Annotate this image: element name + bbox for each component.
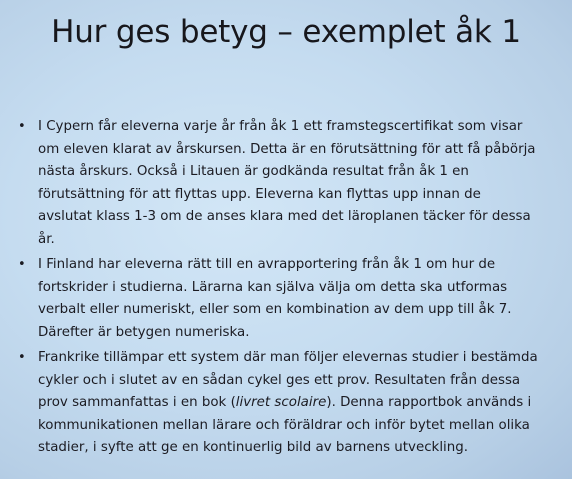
- bullet-list: [18, 116, 538, 463]
- bullet-text-after: ). Denna rapportbok används i kommunikationen mellan lärare och föräldrar och inför bytet mellan olika stadier, i syfte att ge en kontinuerlig bild av barnens utveckling.: [38, 395, 532, 455]
- bullet-marker: •: [18, 119, 26, 134]
- bullet-text-before: Frankrike tillämpar ett system där man följer elevernas studier i bestämda cykler och i slutet av en sådan cykel ges ett prov. Resultaten från dessa prov sammanfattas i en bok (: [38, 350, 538, 410]
- bullet-marker: •: [18, 257, 26, 272]
- bullet-text: I Cypern får eleverna varje år från åk 1 ett framstegscertifikat som visar om eleven klarat av årskursen. Detta är en förutsättning för att få påbörja nästa årskurs. Också i Litauen är godkända resultat från åk 1 en förutsättning för att flyttas upp. Eleverna kan flyttas upp innan de avslutat klass 1-3 om de anses klara med det läroplanen täcker för dessa år.: [38, 119, 536, 247]
- bullet-item-cypern: [18, 116, 538, 251]
- bullet-item-frankrike: [18, 347, 538, 460]
- bullet-marker: •: [18, 350, 26, 365]
- bullet-text-italic: livret scolaire: [235, 395, 327, 410]
- slide-title: Hur ges betyg – exemplet åk 1: [51, 14, 521, 50]
- bullet-item-finland: [18, 254, 538, 344]
- bullet-text: I Finland har eleverna rätt till en avrapportering från åk 1 om hur de fortskrider i studierna. Lärarna kan själva välja om detta ska utformas verbalt eller numeriskt, eller som en kombination av dem upp till åk 7. Därefter är betygen numeriska.: [38, 257, 512, 340]
